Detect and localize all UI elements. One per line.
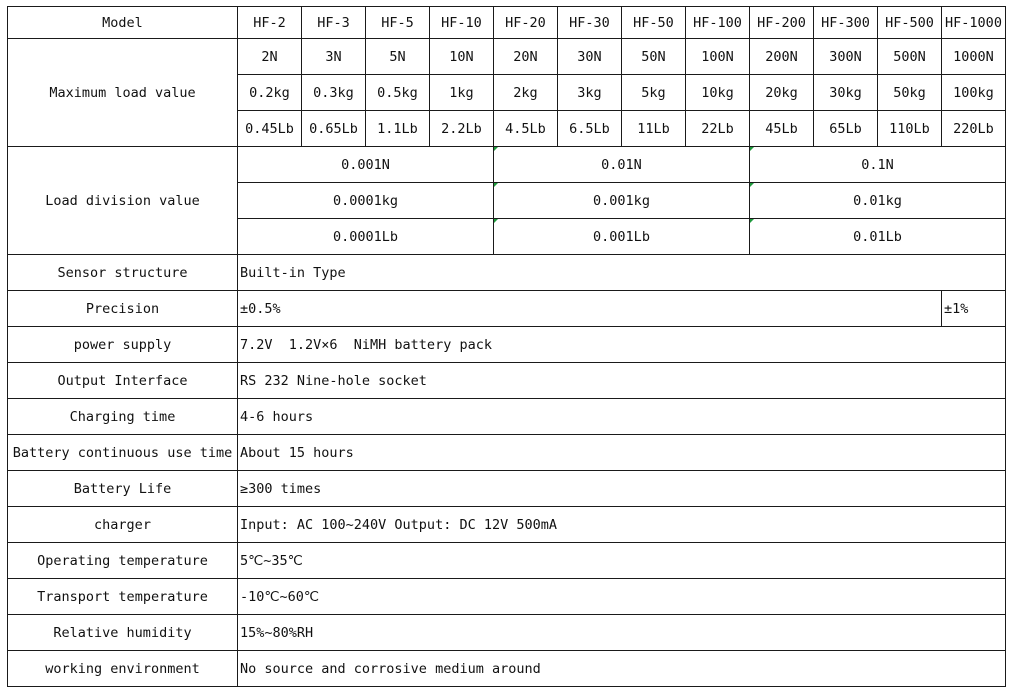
model-name: HF-100 (686, 7, 750, 39)
max-load-cell: 500N (878, 39, 942, 75)
precision-label: Precision (8, 291, 238, 327)
division-cell: 0.001N (238, 147, 494, 183)
model-name: HF-500 (878, 7, 942, 39)
operating-temp-label: Operating temperature (8, 543, 238, 579)
division-newton-row (8, 147, 1006, 183)
battery-use-row (8, 435, 1006, 471)
max-load-cell: 5N (366, 39, 430, 75)
model-name: HF-20 (494, 7, 558, 39)
division-cell: 0.1N (750, 147, 1006, 183)
operating-temp-row (8, 543, 1006, 579)
max-load-cell: 50kg (878, 75, 942, 111)
model-name: HF-30 (558, 7, 622, 39)
max-load-cell: 3kg (558, 75, 622, 111)
division-cell: 0.001Lb (494, 219, 750, 255)
sensor-value: Built-in Type (238, 255, 1006, 291)
sensor-row (8, 255, 1006, 291)
max-load-cell: 10kg (686, 75, 750, 111)
max-load-label: Maximum load value (8, 39, 238, 147)
humidity-row (8, 615, 1006, 651)
max-load-cell: 2kg (494, 75, 558, 111)
interface-label: Output Interface (8, 363, 238, 399)
max-load-cell: 50N (622, 39, 686, 75)
charging-row (8, 399, 1006, 435)
division-cell: 0.01kg (750, 183, 1006, 219)
model-name: HF-50 (622, 7, 686, 39)
battery-use-label: Battery continuous use time (8, 435, 238, 471)
environment-label: working environment (8, 651, 238, 687)
max-load-cell: 11Lb (622, 111, 686, 147)
division-cell: 0.0001Lb (238, 219, 494, 255)
transport-temp-label: Transport temperature (8, 579, 238, 615)
specification-table (7, 6, 1006, 687)
max-load-cell: 0.2kg (238, 75, 302, 111)
charger-label: charger (8, 507, 238, 543)
charger-value: Input: AC 100~240V Output: DC 12V 500mA (238, 507, 1006, 543)
humidity-value: 15%~80%RH (238, 615, 1006, 651)
model-name: HF-5 (366, 7, 430, 39)
charger-row (8, 507, 1006, 543)
max-load-cell: 110Lb (878, 111, 942, 147)
max-load-cell: 2N (238, 39, 302, 75)
max-load-newton-row (8, 39, 1006, 75)
charging-value: 4-6 hours (238, 399, 1006, 435)
max-load-cell: 1kg (430, 75, 494, 111)
division-cell: 0.01N (494, 147, 750, 183)
environment-value: No source and corrosive medium around (238, 651, 1006, 687)
battery-use-value: About 15 hours (238, 435, 1006, 471)
humidity-label: Relative humidity (8, 615, 238, 651)
power-row (8, 327, 1006, 363)
transport-temp-row (8, 579, 1006, 615)
model-name: HF-1000 (942, 7, 1006, 39)
division-cell: 0.01Lb (750, 219, 1006, 255)
interface-value: RS 232 Nine-hole socket (238, 363, 1006, 399)
model-name: HF-10 (430, 7, 494, 39)
max-load-cell: 2.2Lb (430, 111, 494, 147)
max-load-cell: 100N (686, 39, 750, 75)
precision-row (8, 291, 1006, 327)
max-load-cell: 4.5Lb (494, 111, 558, 147)
power-value: 7.2V 1.2V×6 NiMH battery pack (238, 327, 1006, 363)
max-load-cell: 22Lb (686, 111, 750, 147)
model-name: HF-2 (238, 7, 302, 39)
operating-temp-value: 5℃~35℃ (238, 543, 1006, 579)
environment-row (8, 651, 1006, 687)
power-label: power supply (8, 327, 238, 363)
max-load-cell: 10N (430, 39, 494, 75)
division-label: Load division value (8, 147, 238, 255)
model-name: HF-300 (814, 7, 878, 39)
battery-life-label: Battery Life (8, 471, 238, 507)
max-load-cell: 0.5kg (366, 75, 430, 111)
battery-life-value: ≥300 times (238, 471, 1006, 507)
max-load-cell: 30kg (814, 75, 878, 111)
division-cell: 0.0001kg (238, 183, 494, 219)
model-header-label: Model (8, 7, 238, 39)
max-load-cell: 200N (750, 39, 814, 75)
max-load-cell: 1.1Lb (366, 111, 430, 147)
max-load-cell: 6.5Lb (558, 111, 622, 147)
model-name: HF-200 (750, 7, 814, 39)
max-load-cell: 20kg (750, 75, 814, 111)
division-cell: 0.001kg (494, 183, 750, 219)
precision-value: ±0.5% (238, 291, 942, 327)
table-header-row (8, 7, 1006, 39)
max-load-cell: 220Lb (942, 111, 1006, 147)
max-load-cell: 0.3kg (302, 75, 366, 111)
max-load-cell: 30N (558, 39, 622, 75)
max-load-cell: 0.65Lb (302, 111, 366, 147)
transport-temp-value: -10℃~60℃ (238, 579, 1006, 615)
max-load-cell: 65Lb (814, 111, 878, 147)
max-load-cell: 0.45Lb (238, 111, 302, 147)
precision-value-last: ±1% (942, 291, 1006, 327)
max-load-cell: 45Lb (750, 111, 814, 147)
max-load-cell: 1000N (942, 39, 1006, 75)
max-load-cell: 5kg (622, 75, 686, 111)
battery-life-row (8, 471, 1006, 507)
max-load-cell: 300N (814, 39, 878, 75)
sensor-label: Sensor structure (8, 255, 238, 291)
max-load-cell: 3N (302, 39, 366, 75)
max-load-cell: 100kg (942, 75, 1006, 111)
max-load-cell: 20N (494, 39, 558, 75)
model-name: HF-3 (302, 7, 366, 39)
interface-row (8, 363, 1006, 399)
charging-label: Charging time (8, 399, 238, 435)
